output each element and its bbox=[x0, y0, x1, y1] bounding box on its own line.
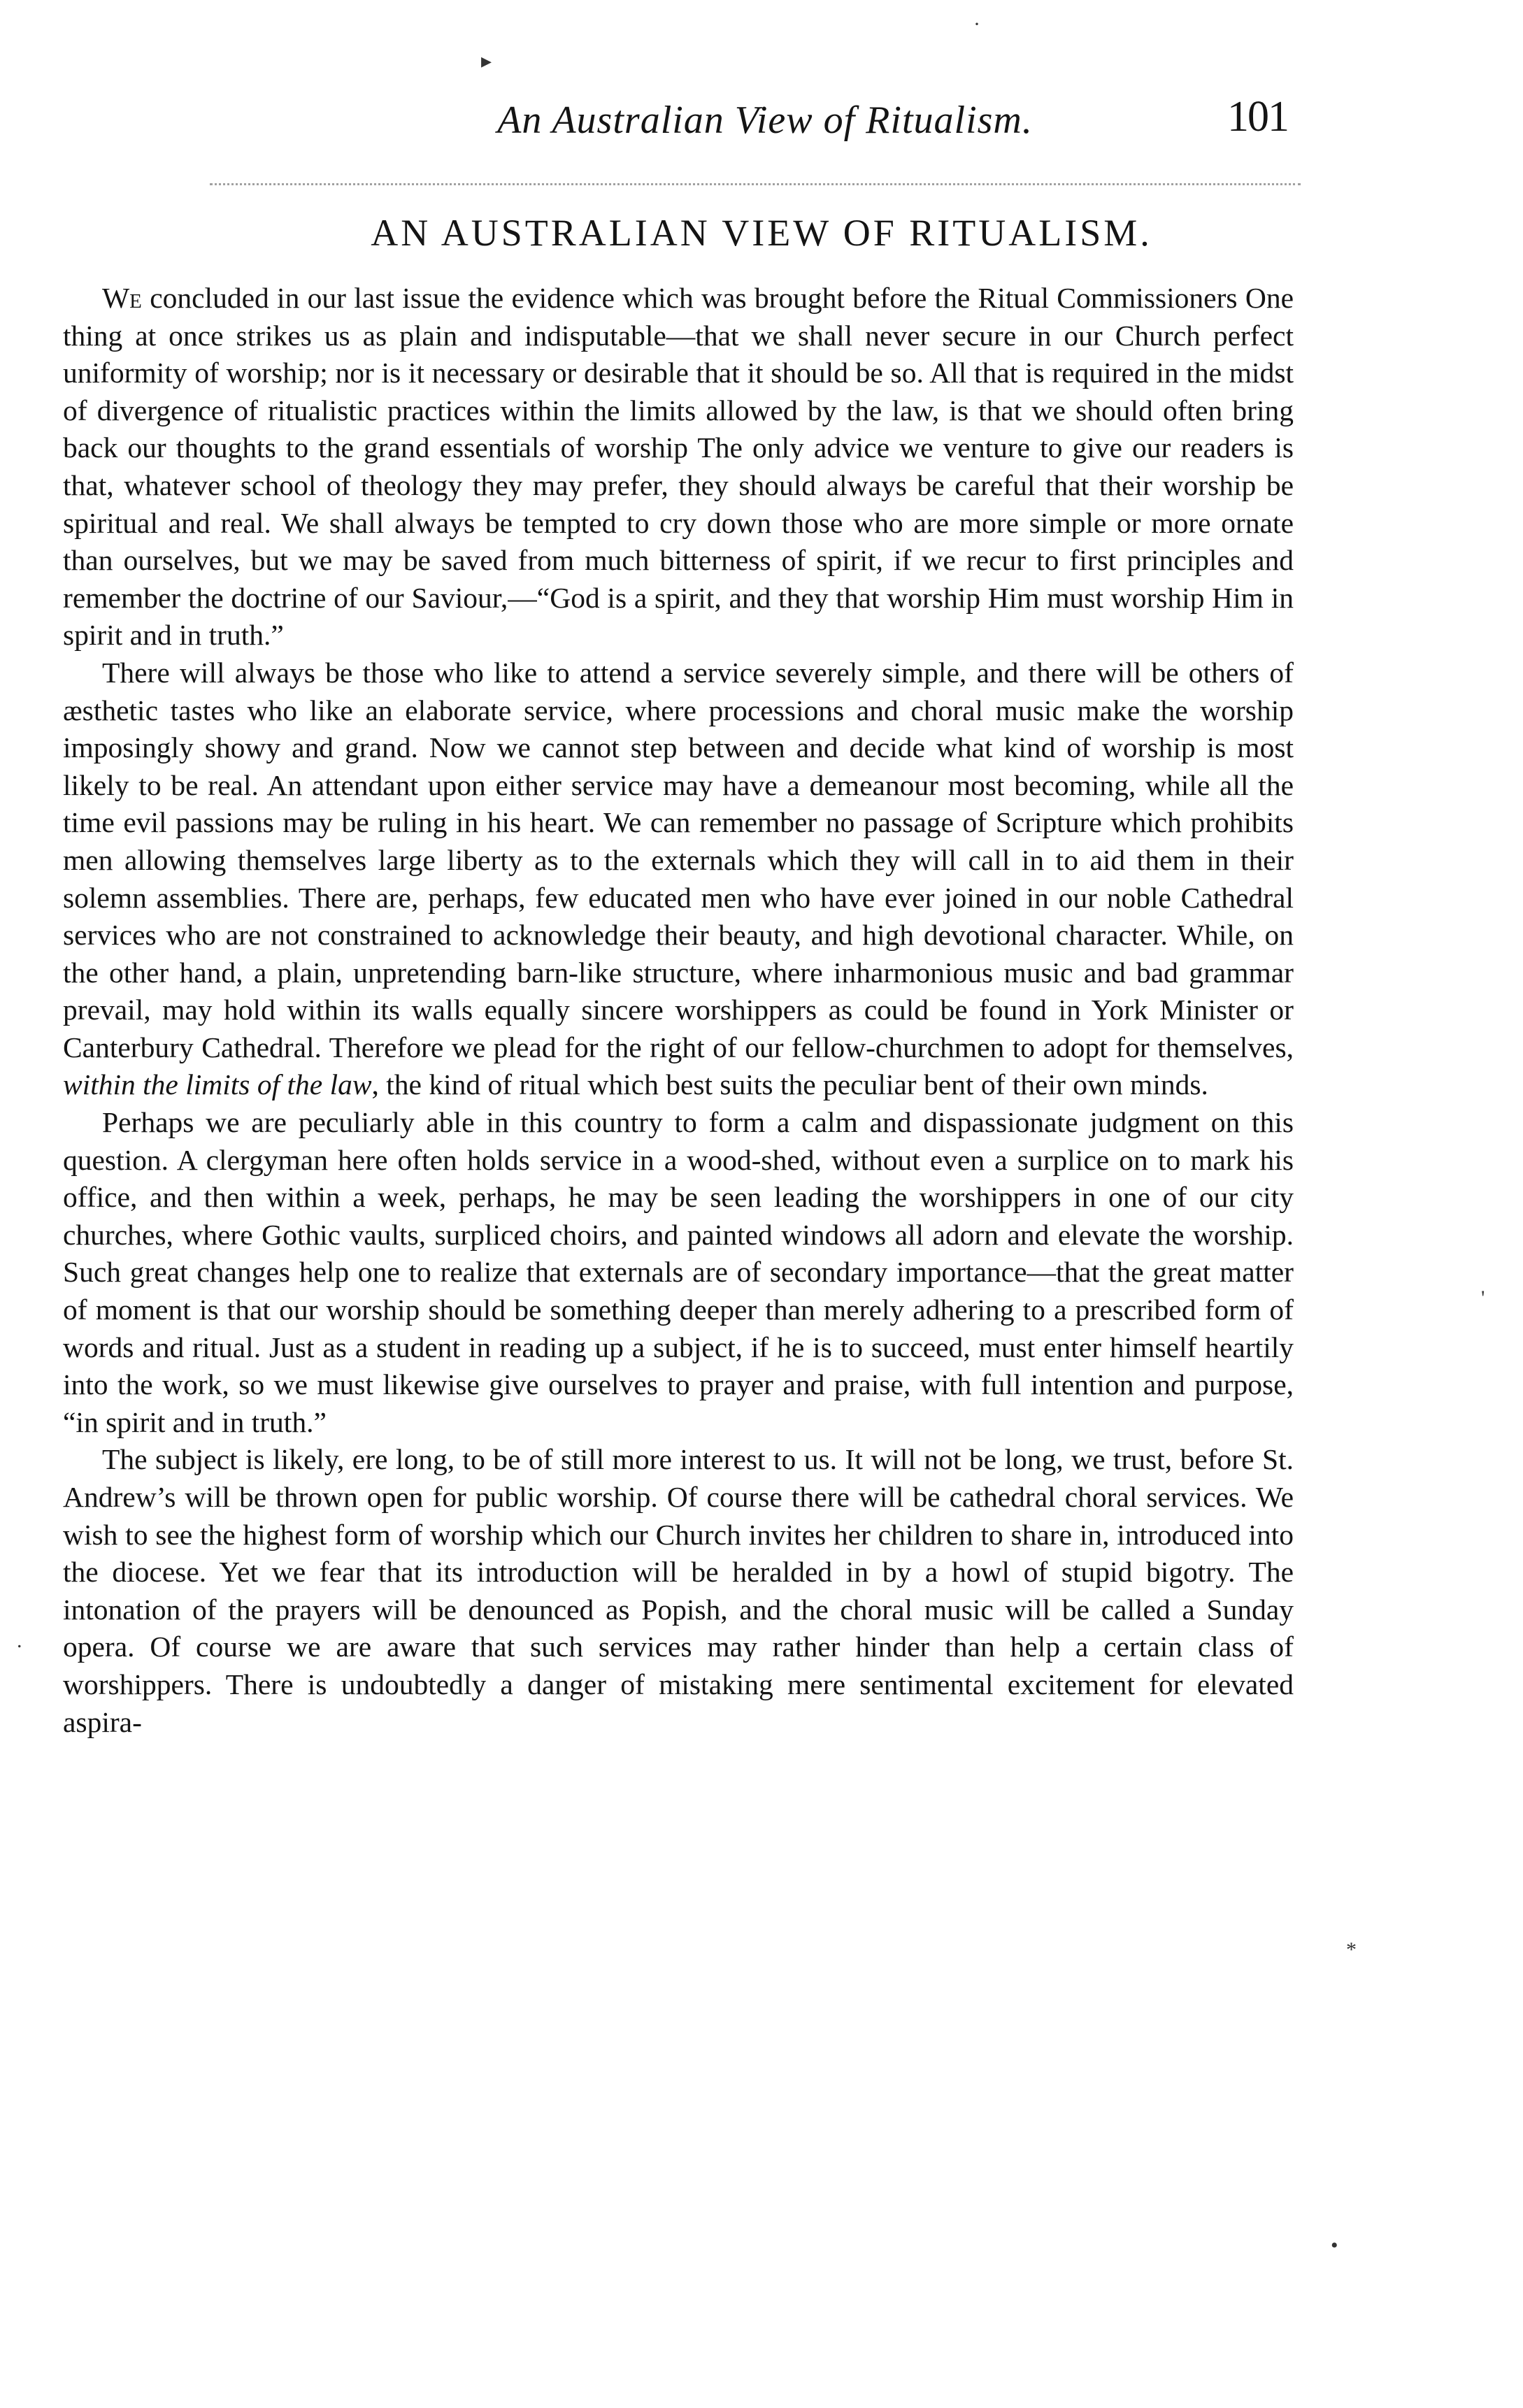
paragraph-2-text-after: , the kind of ritual which best suits the peculiar bent of their own minds. bbox=[371, 1068, 1208, 1101]
page-number: 101 bbox=[1227, 93, 1288, 141]
paragraph-1-text: concluded in our last issue the evidence which was brought before the Ritual Commissioners One thing at once strikes us as plain and indisputable—that we shall never secure in our Church perfect uniformity of worship; nor is it necessary or desirable that it should be so. All that is required in the midst of divergence of ritualistic practices within the limits allowed by the law, is that we should often bring back our thoughts to the grand essentials of worship The only advice we venture to give our readers is that, whatever school of theology they may prefer, they should always be careful that their worship be spiritual and real. We shall always be tempted to cry down those who are more simple or more ornate than ourselves, but we may be saved from much bitterness of spirit, if we recur to first principles and remember the doctrine of our Saviour,—“God is a spirit, and they that worship Him must worship Him in spirit and in truth.” bbox=[63, 282, 1294, 652]
running-head-title: An Australian View of Ritualism. bbox=[497, 99, 1033, 142]
header-rule bbox=[210, 183, 1301, 185]
paragraph-2-text-before: There will always be those who like to attend a service severely simple, and there will be others of æsthetic tastes who like an elaborate service, where processions and choral music make the worship imposingly showy and grand. Now we cannot step between and decide what kind of worship is most likely to be real. An attendant upon either service may have a demeanour most becoming, while all the time evil passions may be ruling in his heart. We can remember no passage of Scripture which prohibits men allowing themselves large liberty as to the externals which they will call in to aid them in their solemn assemblies. There are, perhaps, few educated men who have ever joined in our noble Cathedral services who are not constrained to acknowledge their beauty, and high devotional character. While, on the other hand, a plain, unpretending barn-like structure, where inharmonious music and bad grammar prevail, may hold within its walls equally sincere worshippers as could be found in York Minister or Canterbury Cathedral. Therefore we plead for the right of our fellow-churchmen to adopt for themselves, bbox=[63, 656, 1294, 1063]
margin-dot-mark: . bbox=[17, 1629, 22, 1652]
paragraph-2-italic-phrase: within the limits of the law bbox=[63, 1068, 372, 1101]
article-body bbox=[63, 280, 1294, 1741]
paragraph-2 bbox=[63, 654, 1294, 1104]
margin-speck-mark: · bbox=[973, 13, 980, 36]
paragraph-1-opening-word: We bbox=[102, 282, 142, 314]
paragraph-1 bbox=[63, 280, 1294, 654]
article-title: AN AUSTRALIAN VIEW OF RITUALISM. bbox=[371, 212, 1152, 254]
margin-tick-mark: ' bbox=[1481, 1287, 1485, 1310]
paragraph-3: Perhaps we are peculiarly able in this country to form a calm and dispassionate judgment on this question. A clergyman here often holds service in a wood-shed, without even a surplice on to mark his office, and then within a week, perhaps, he may be seen leading the worshippers in one of our city churches, where Gothic vaults, surpliced choirs, and painted windows all adorn and elevate the worship. Such great changes help one to realize that externals are of secondary importance—that the great matter of moment is that our worship should be something deeper than merely adhering to a prescribed form of words and ritual. Just as a student in reading up a subject, if he is to succeed, must enter himself heartily into the work, so we must likewise give ourselves to prayer and praise, with full intention and purpose, “in spirit and in truth.” bbox=[63, 1106, 1294, 1438]
margin-bottom-mark: • bbox=[1331, 2234, 1338, 2257]
margin-arrow-mark: ▸ bbox=[481, 50, 492, 73]
paragraph-4: The subject is likely, ere long, to be of still more interest to us. It will not be long, we trust, before St. Andrew’s will be thrown open for public worship. Of course there will be cathedral choral services. We wish to see the highest form of worship which our Church invites her children to share in, introduced into the diocese. Yet we fear that its introduction will be heralded in by a howl of stupid bigotry. The intonation of the prayers will be denounced as Popish, and the choral music will be called a Sunday opera. Of course we are aware that such services may rather hinder than help a certain class of worshippers. There is undoubtedly a danger of mistaking mere sentimental excitement for elevated aspira- bbox=[63, 1443, 1294, 1738]
margin-star-mark: * bbox=[1346, 1938, 1357, 1961]
running-head bbox=[0, 98, 1523, 143]
